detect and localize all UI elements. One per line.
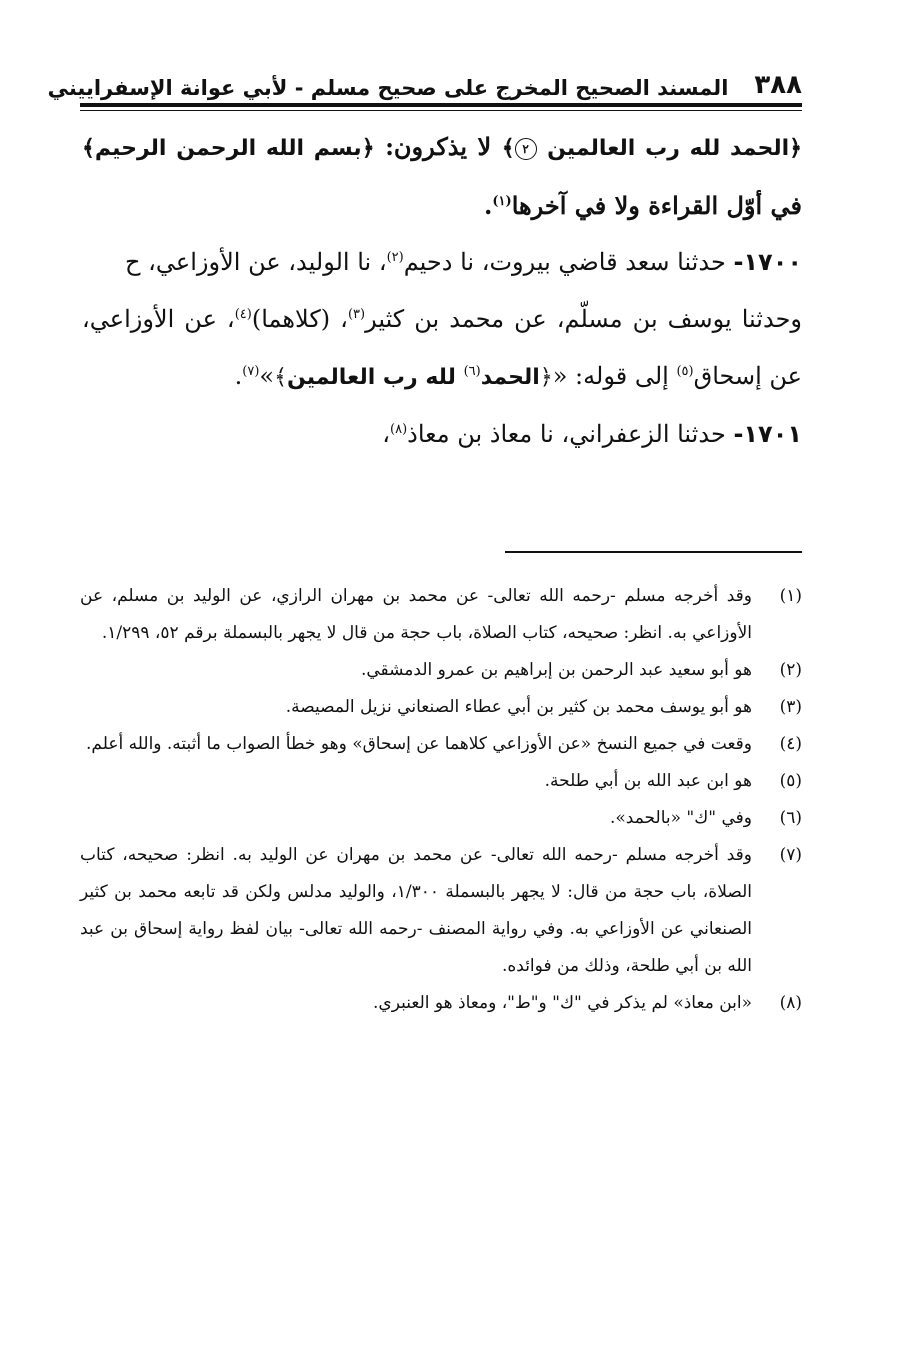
footnote-ref: (٨)	[390, 422, 408, 437]
quran-verse: لله رب العالمين	[286, 365, 456, 390]
footnote-ref: (١)	[492, 194, 512, 209]
footnote-ref: (٥)	[676, 364, 694, 379]
footnote-5	[80, 763, 802, 800]
footnote-text: وقد أخرجه مسلم -رحمه الله تعالى- عن محمد بن مهران عن الوليد به. انظر: صحيحه، كتاب الصلاة، باب حجة من قال: لا يجهر بالبسملة ١/٣٠٠، والوليد مدلس ولكن قد تابعه محمد بن كثير الصنعاني عن الأوزاعي به. وفي رواية المصنف -رحمه الله تعالى- بيان لفظ رواية إسحاق بن عبد الله بن أبي طلحة، وذلك من فوائده.	[80, 845, 752, 976]
quran-verse: الحمد	[480, 365, 540, 390]
footnote-2	[80, 652, 802, 689]
page-number: ٣٨٨	[754, 70, 802, 100]
footnote-ref: (٧)	[242, 364, 260, 379]
footnote-4	[80, 726, 802, 763]
text-segment: لا يذكرون:	[385, 132, 492, 161]
text-segment: ، عن الأوزاعي، عن إسحاق	[82, 305, 802, 390]
hadith-1700	[82, 234, 802, 291]
footnote-ref: (٦)	[463, 364, 481, 379]
footnote-number: (٦)	[779, 808, 802, 828]
footnote-ref: (٤)	[234, 307, 252, 322]
footnote-text: هو أبو يوسف محمد بن كثير بن أبي عطاء الصنعاني نزيل المصيصة.	[285, 697, 752, 717]
footnote-text: «ابن معاذ» لم يذكر في "ك" و"ط"، ومعاذ هو العنبري.	[373, 993, 752, 1013]
text-segment: ،	[382, 420, 390, 448]
footnotes	[80, 578, 802, 1022]
header-rule-thin	[80, 110, 802, 111]
ornate-bracket-open-icon: ﴿	[789, 135, 803, 161]
footnote-number: (٣)	[779, 697, 802, 717]
text-segment: وحدثنا يوسف بن مسلّم، عن محمد بن كثير	[365, 305, 802, 333]
text-segment: ، (كلاهما)	[251, 305, 348, 333]
footnote-number: (١)	[779, 586, 802, 606]
ornate-bracket-close-icon: ﴾	[82, 135, 95, 161]
footnote-ref: (٣)	[347, 307, 366, 322]
footnote-text: وقعت في جميع النسخ «عن الأوزاعي كلاهما عن إسحاق» وهو خطأ الصواب ما أثبته. والله أعلم.	[86, 734, 752, 754]
ornate-bracket-open-icon: ﴿	[539, 365, 553, 390]
footnote-number: (٧)	[779, 845, 802, 865]
footnote-1	[80, 578, 802, 652]
footnote-3	[80, 689, 802, 726]
footnote-number: (٢)	[779, 660, 802, 680]
text-segment: إلى قوله: «	[552, 362, 669, 390]
footnote-6	[80, 800, 802, 837]
quran-basmala: بسم الله الرحمن الرحيم	[94, 136, 362, 161]
footnote-text: هو أبو سعيد عبد الرحمن بن إبراهيم بن عمرو الدمشقي.	[360, 660, 752, 680]
main-text	[82, 118, 802, 463]
footnote-number: (٨)	[779, 993, 802, 1013]
page-header	[47, 60, 802, 100]
footnote-text: وفي "ك" «بالحمد».	[610, 808, 752, 828]
verse-number-medallion: ٢	[515, 138, 537, 160]
footnote-8	[80, 985, 802, 1022]
hadith-1701	[82, 406, 802, 463]
text-segment: حدثنا الزعفراني، نا معاذ بن معاذ	[407, 420, 726, 448]
ornate-bracket-close-icon: ﴾	[274, 365, 287, 390]
text-segment: .	[234, 362, 243, 390]
hadith-number: ١٧٠٠-	[733, 248, 802, 276]
running-title: المسند الصحيح المخرج على صحيح مسلم - لأبي عوانة الإسفراييني	[47, 76, 729, 100]
footnote-7	[80, 837, 802, 985]
text-segment: »	[259, 362, 275, 390]
text-segment: حدثنا سعد قاضي بيروت، نا دحيم	[403, 248, 726, 276]
quran-verse: الحمد لله رب العالمين	[547, 136, 790, 161]
ornate-bracket-close-icon: ﴾	[501, 135, 515, 161]
ornate-bracket-open-icon: ﴿	[361, 135, 375, 161]
footnote-text: وقد أخرجه مسلم -رحمه الله تعالى- عن محمد بن مهران الرازي، عن الوليد بن مسلم، عن الأوزاعي به. انظر: صحيحه، كتاب الصلاة، باب حجة من قال لا يجهر بالبسملة برقم ٥٢، ١/٢٩٩.	[80, 586, 752, 643]
footnote-ref: (٢)	[386, 250, 404, 265]
footnote-number: (٥)	[779, 771, 802, 791]
footnote-separator	[505, 551, 802, 553]
footnote-number: (٤)	[779, 734, 802, 754]
paragraph-continuation: ﴿الحمد لله رب العالمين ٢﴾ لا يذكرون: ﴿بسم الله الرحمن الرحيم﴾ في أوّل القراءة ولا في آخرها$^{(١)}$.	[82, 132, 803, 220]
header-rule-thick	[80, 103, 802, 107]
footnote-text: هو ابن عبد الله بن أبي طلحة.	[544, 771, 752, 791]
hadith-number: ١٧٠١-	[733, 420, 802, 448]
text-segment: في أوّل القراءة ولا في آخرها	[511, 191, 802, 220]
text-segment: ، نا الوليد، عن الأوزاعي، ح	[125, 248, 387, 276]
hadith-1700-second-chain	[82, 291, 802, 406]
